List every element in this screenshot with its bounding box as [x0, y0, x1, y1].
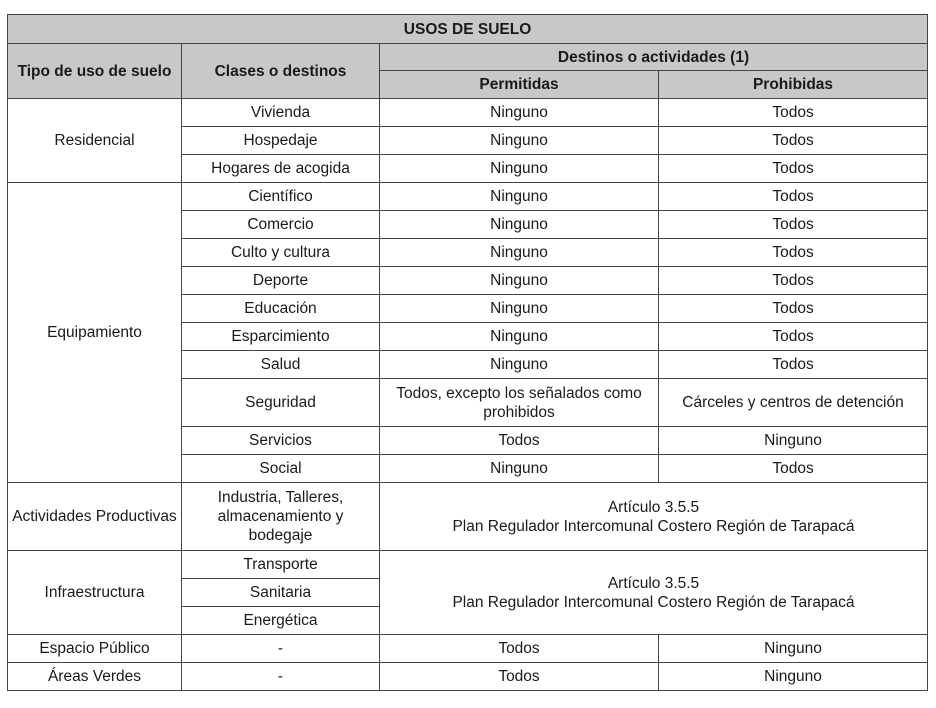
permitidas-cell: Ninguno	[380, 99, 659, 127]
tipo-actividades-productivas: Actividades Productivas	[8, 483, 182, 551]
tipo-residencial: Residencial	[8, 99, 182, 183]
prohibidas-cell: Todos	[659, 323, 928, 351]
permitidas-cell: Todos	[380, 635, 659, 663]
permitidas-cell: Todos	[380, 427, 659, 455]
permitidas-cell: Ninguno	[380, 183, 659, 211]
tipo-areas-verdes: Áreas Verdes	[8, 663, 182, 691]
prohibidas-cell: Ninguno	[659, 663, 928, 691]
clase-cell: Vivienda	[182, 99, 380, 127]
prohibidas-cell: Todos	[659, 295, 928, 323]
permitidas-cell: Todos, excepto los señalados como prohibidos	[380, 379, 659, 427]
prohibidas-cell: Todos	[659, 455, 928, 483]
prohibidas-cell: Todos	[659, 239, 928, 267]
permitidas-cell: Ninguno	[380, 127, 659, 155]
prohibidas-cell: Ninguno	[659, 427, 928, 455]
clase-cell: Energética	[182, 607, 380, 635]
prohibidas-cell: Todos	[659, 267, 928, 295]
header-permitidas: Permitidas	[380, 71, 659, 99]
clase-cell: Servicios	[182, 427, 380, 455]
clase-cell: Culto y cultura	[182, 239, 380, 267]
permitidas-cell: Ninguno	[380, 295, 659, 323]
prohibidas-cell: Cárceles y centros de detención	[659, 379, 928, 427]
clase-cell: -	[182, 663, 380, 691]
table-row	[8, 183, 928, 211]
clase-cell: Deporte	[182, 267, 380, 295]
table-row	[8, 483, 928, 551]
tipo-infraestructura: Infraestructura	[8, 551, 182, 635]
permitidas-cell: Ninguno	[380, 267, 659, 295]
reference-plan: Plan Regulador Intercomunal Costero Región de Tarapacá	[452, 593, 855, 611]
table-row	[8, 551, 928, 579]
reference-article: Artículo 3.5.5	[607, 498, 700, 516]
reference-plan: Plan Regulador Intercomunal Costero Región de Tarapacá	[452, 517, 855, 535]
header-clases: Clases o destinos	[182, 44, 380, 99]
clase-cell: -	[182, 635, 380, 663]
tipo-espacio-publico: Espacio Público	[8, 635, 182, 663]
header-tipo: Tipo de uso de suelo	[8, 44, 182, 99]
permitidas-cell: Ninguno	[380, 155, 659, 183]
tipo-equipamiento: Equipamiento	[8, 183, 182, 483]
clase-cell: Educación	[182, 295, 380, 323]
prohibidas-cell: Todos	[659, 155, 928, 183]
permitidas-cell: Ninguno	[380, 239, 659, 267]
clase-cell: Esparcimiento	[182, 323, 380, 351]
reference-article: Artículo 3.5.5	[607, 574, 700, 592]
permitidas-cell: Ninguno	[380, 455, 659, 483]
clase-cell: Hogares de acogida	[182, 155, 380, 183]
clase-cell: Comercio	[182, 211, 380, 239]
permitidas-cell: Todos	[380, 663, 659, 691]
clase-cell: Social	[182, 455, 380, 483]
clase-cell: Industria, Talleres, almacenamiento y bodegaje	[182, 483, 380, 551]
header-prohibidas: Prohibidas	[659, 71, 928, 99]
clase-cell: Transporte	[182, 551, 380, 579]
clase-cell: Seguridad	[182, 379, 380, 427]
header-destinos: Destinos o actividades (1)	[380, 44, 928, 71]
reference-cell	[380, 483, 928, 551]
reference-cell	[380, 551, 928, 635]
prohibidas-cell: Todos	[659, 127, 928, 155]
permitidas-cell: Ninguno	[380, 351, 659, 379]
prohibidas-cell: Todos	[659, 183, 928, 211]
table-title: USOS DE SUELO	[8, 15, 928, 44]
table-row	[8, 635, 928, 663]
prohibidas-cell: Todos	[659, 211, 928, 239]
clase-cell: Sanitaria	[182, 579, 380, 607]
clase-cell: Científico	[182, 183, 380, 211]
prohibidas-cell: Todos	[659, 99, 928, 127]
table-row	[8, 663, 928, 691]
table-row	[8, 99, 928, 127]
prohibidas-cell: Ninguno	[659, 635, 928, 663]
usos-de-suelo-table	[7, 14, 928, 691]
clase-cell: Hospedaje	[182, 127, 380, 155]
permitidas-cell: Ninguno	[380, 211, 659, 239]
clase-cell: Salud	[182, 351, 380, 379]
permitidas-cell: Ninguno	[380, 323, 659, 351]
prohibidas-cell: Todos	[659, 351, 928, 379]
